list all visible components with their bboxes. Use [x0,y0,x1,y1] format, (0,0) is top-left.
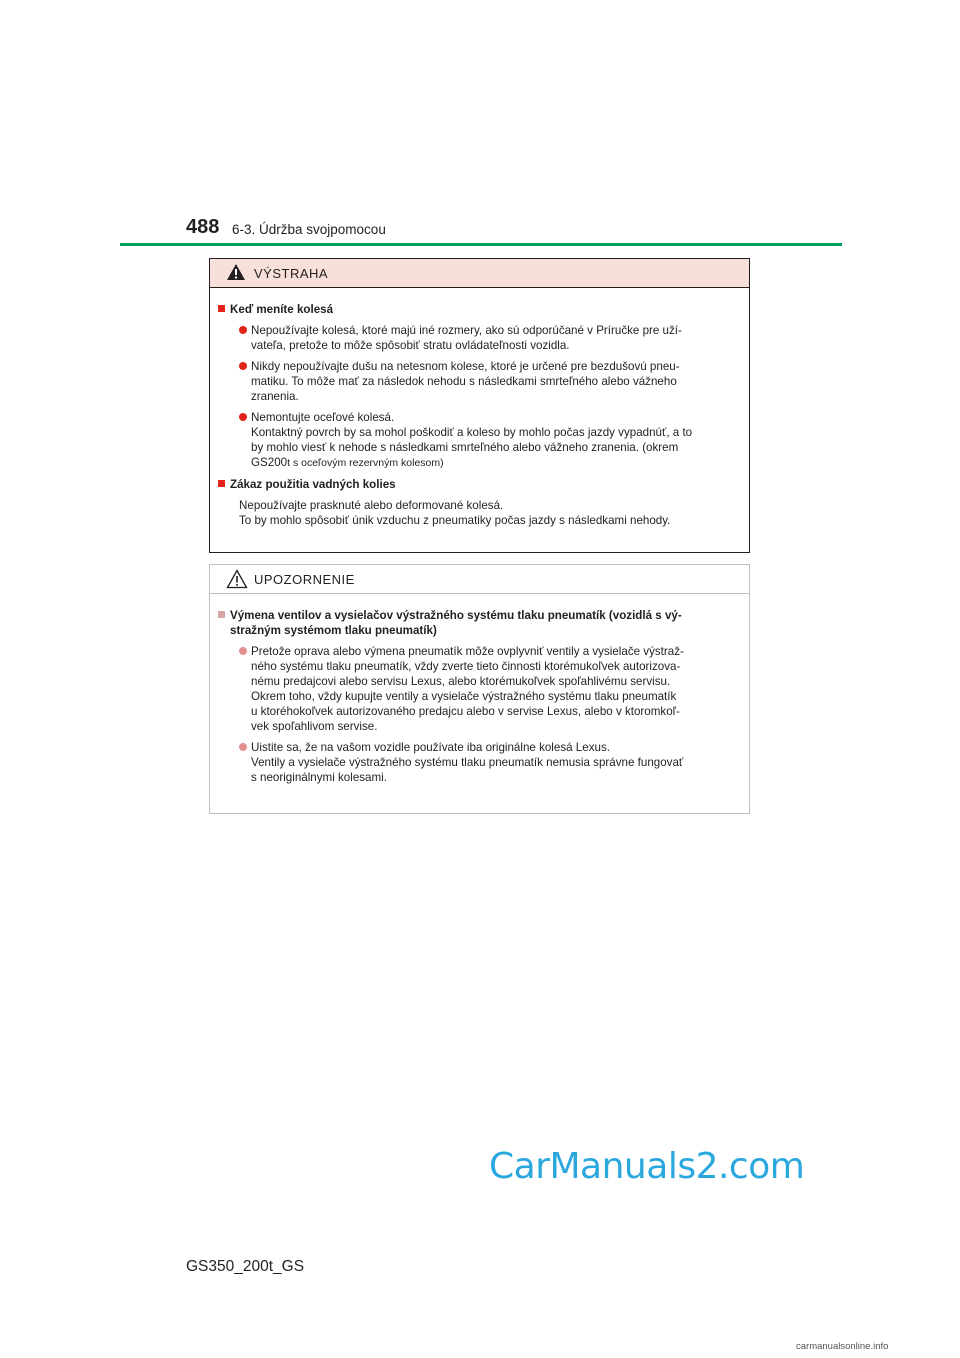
square-bullet-icon [218,480,225,487]
notice-label: UPOZORNENIE [254,572,355,587]
subheading: Keď meníte kolesá [218,302,741,317]
square-bullet-icon [218,611,225,618]
warning-triangle-icon [226,263,246,281]
warning-label: VÝSTRAHA [254,266,329,281]
page-header [0,0,960,250]
footer-model-code: GS350_200t_GS [186,1258,305,1275]
paragraph: Nepoužívajte prasknuté alebo deformované kolesá. To by mohlo spôsobiť únik vzduchu z pneumatiky počas jazdy s následkami nehody. [239,499,671,527]
round-bullet-icon [239,743,247,751]
notice-box [209,564,750,814]
header-divider [120,243,842,246]
warning-box-body [210,288,749,528]
warning-box-header [210,259,749,288]
notice-box-header [210,565,749,594]
subheading: Výmena ventilov a vysielačov výstražného systému tlaku pneumatík (vozidlá s vý- stražným systémom tlaku pneumatík) [218,608,741,638]
site-credit: carmanualsonline.info [796,1341,889,1352]
list-item: Nepoužívajte kolesá, ktoré majú iné rozmery, ako sú odporúčané v Príručke pre uží- vateľa, pretože to môže spôsobiť stratu ovládateľnosti vozidla. [218,323,741,353]
section-title: 6-3. Údržba svojpomocou [232,222,386,237]
warning-box [209,258,750,553]
notice-box-body [210,594,749,785]
round-bullet-icon [239,647,247,655]
square-bullet-icon [218,305,225,312]
list-item: Pretože oprava alebo výmena pneumatík môže ovplyvniť ventily a vysielače výstraž- ného systému tlaku pneumatík, vždy zverte tieto činnosti ktorémukoľvek autorizova- nému predajcovi alebo servisu Lexus, alebo ktorémukoľvek spoľahlivému servisu. Okrem toho, vždy kupujte ventily a vysielače výstražného systému tlaku pneumatík u ktoréhokoľvek autorizovaného predajcu alebo v servise Lexus, alebo v ktoromkoľ- vek spoľahlivom servise. [218,644,741,734]
watermark: CarManuals2.com [489,1146,805,1187]
list-item: Nemontujte oceľové kolesá. Kontaktný povrch by sa mohol poškodiť a koleso by mohlo počas jazdy vypadnúť, a to by mohlo viesť k nehode s následkami smrteľného alebo vážneho zranenia. (okrem GS200t s oceľovým rezervným kolesom) [218,410,741,471]
page-number: 488 [186,216,220,238]
list-item: Nikdy nepoužívajte dušu na netesnom kolese, ktoré je určené pre bezdušovú pneu- matiku. To môže mať za následok nehodu s následkami smrteľného alebo vážneho zranenia. [218,359,741,404]
round-bullet-icon [239,362,247,370]
round-bullet-icon [239,413,247,421]
list-item: Uistite sa, že na vašom vozidle používate iba originálne kolesá Lexus. Ventily a vysielače výstražného systému tlaku pneumatík nemusia správne fungovať s neoriginálnymi kolesami. [218,740,741,785]
caution-triangle-icon [226,569,248,589]
subheading: Zákaz použitia vadných kolies [218,477,741,492]
round-bullet-icon [239,326,247,334]
